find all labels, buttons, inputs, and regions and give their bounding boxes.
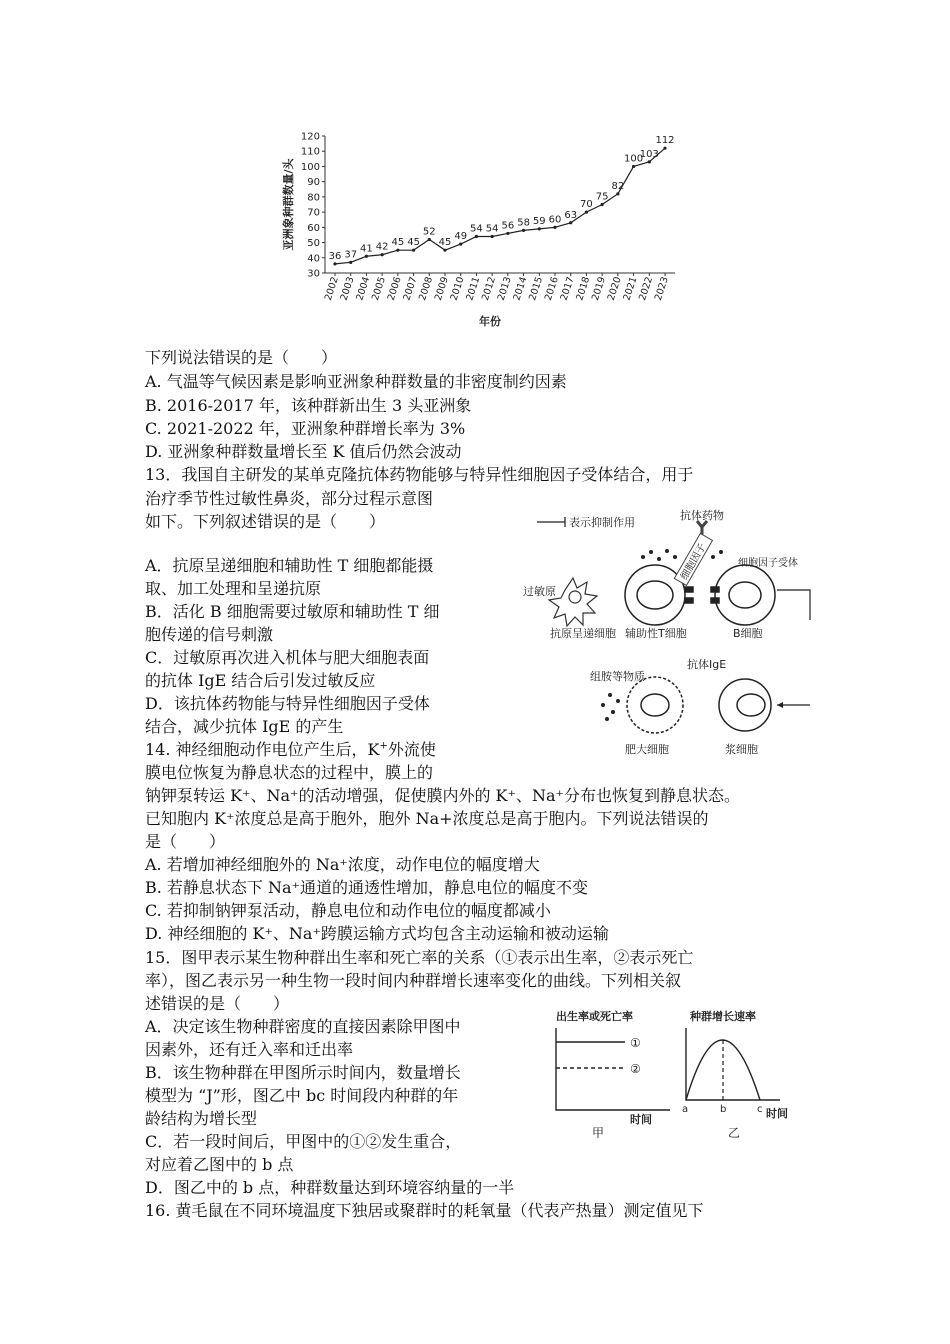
point-a: a (682, 1104, 689, 1115)
q12-option-a: A. 气温等气候因素是影响亚洲象种群数量的非密度制约因素 (145, 372, 567, 391)
histamine-label: 组胺等物质 (590, 670, 645, 683)
x-tick-label: 2007 (401, 275, 420, 302)
x-tick-label: 2008 (417, 275, 436, 302)
q14-line3: 钠钾泵转运 K⁺、Na⁺的活动增强，促使膜内外的 K⁺、Na⁺分布也恢复到静息状态。 (145, 786, 740, 805)
x-tick-label: 2013 (495, 275, 514, 302)
q15-option-c1: C．若一段时间后，甲图中的①②发生重合， (145, 1132, 462, 1151)
data-point (459, 242, 462, 245)
q13-option-a2: 取、加工处理和呈递抗原 (145, 579, 322, 598)
ige-label: 抗体IgE (687, 658, 727, 671)
x-tick-label: 2022 (637, 275, 656, 302)
data-point (349, 261, 352, 264)
data-point (648, 160, 651, 163)
immune-process-diagram (515, 505, 815, 755)
data-point (365, 255, 368, 258)
data-label: 45 (391, 237, 405, 249)
growth-rate-figure (680, 1000, 805, 1140)
th-label: 辅助性T细胞 (625, 627, 687, 640)
x-tick-label: 2017 (558, 275, 577, 302)
data-point (475, 235, 478, 238)
b-cell-label: B细胞 (733, 627, 763, 640)
data-label: 63 (564, 209, 578, 221)
q13-option-c2: 的抗体 IgE 结合后引发过敏反应 (145, 671, 376, 690)
x-tick-label: 2009 (432, 275, 451, 302)
q14-option-b: B. 若静息状态下 Na⁺通道的通透性增加，静息电位的幅度不变 (145, 878, 589, 897)
receptor-label: 细胞因子受体 (738, 558, 798, 569)
data-label: 45 (407, 237, 420, 249)
mast-cell-icon (627, 677, 683, 733)
x-tick-label: 2010 (448, 275, 467, 302)
y-tick-label: 110 (300, 146, 320, 158)
data-point (616, 192, 619, 195)
jia-curve2-label: ② (630, 1062, 641, 1076)
data-point (663, 147, 666, 150)
data-point (412, 249, 415, 252)
x-tick-label: 2003 (338, 275, 357, 302)
x-tick-label: 2012 (480, 275, 498, 302)
x-tick-label: 2005 (370, 275, 388, 302)
yi-xlabel: 时间 (766, 1107, 788, 1120)
data-label: 70 (580, 199, 593, 211)
allergen-label: 过敏原 (523, 585, 556, 598)
q13-option-d1: D．该抗体药物能与特异性细胞因子受体 (145, 694, 430, 713)
q13-line2: 治疗季节性过敏性鼻炎，部分过程示意图 (145, 489, 434, 508)
q13-option-d2: 结合，减少抗体 IgE 的产生 (145, 717, 344, 736)
x-tick-label: 2018 (574, 275, 593, 302)
y-tick-label: 70 (307, 207, 320, 219)
y-tick-label: 100 (300, 161, 320, 173)
cytokine-label: 细胞因子 (678, 541, 709, 582)
data-point (491, 235, 494, 238)
x-tick-label: 2002 (322, 275, 341, 302)
q15-option-a2: 因素外，还有迁入率和迁出率 (145, 1040, 354, 1059)
q12-option-c: C. 2021-2022 年，亚洲象种群增长率为 3% (145, 419, 466, 438)
q15-option-a1: A．决定该生物种群密度的直接因素除甲图中 (145, 1017, 461, 1036)
data-label: 82 (611, 180, 625, 192)
q16-line1: 16. 黄毛鼠在不同环境温度下独居或聚群时的耗氧量（代表产热量）测定值见下 (145, 1201, 704, 1220)
data-point (632, 165, 635, 168)
data-point (443, 249, 446, 252)
q13-option-b2: 胞传递的信号刺激 (145, 625, 274, 644)
data-point (538, 227, 541, 230)
y-tick-label: 50 (307, 238, 320, 250)
data-label: 100 (624, 153, 644, 165)
plasma-label: 浆细胞 (725, 743, 758, 755)
data-label: 54 (485, 223, 499, 235)
dots-icon (641, 549, 723, 561)
q12-option-d: D. 亚洲象种群数量增长至 K 值后仍然会波动 (145, 442, 462, 461)
birth-death-rate-figure (550, 1000, 675, 1140)
y-tick-label: 80 (307, 192, 320, 204)
y-tick-label: 30 (307, 268, 320, 280)
q14-line4: 已知胞内 K⁺浓度总是高于胞外，胞外 Na+浓度总是高于胞内。下列说法错误的 (145, 809, 709, 828)
jia-curve1-label: ① (630, 1036, 641, 1050)
q15-option-d: D．图乙中的 b 点，种群数量达到环境容纳量的一半 (145, 1178, 515, 1197)
allergen-icon (549, 578, 597, 626)
q13-option-b1: B．活化 B 细胞需要过敏原和辅助性 T 细 (145, 602, 440, 621)
data-label: 49 (454, 231, 468, 243)
x-axis-label: 年份 (479, 315, 501, 328)
y-tick-label: 90 (307, 177, 320, 189)
q12-stem: 下列说法错误的是（ ） (145, 348, 338, 367)
q14-line5: 是（ ） (145, 832, 226, 851)
mast-label: 肥大细胞 (625, 743, 669, 755)
y-tick-label: 120 (300, 131, 320, 143)
data-point (396, 249, 399, 252)
data-label: 37 (344, 249, 358, 261)
data-label: 59 (532, 215, 546, 227)
yi-ylabel: 种群增长速率 (690, 1010, 756, 1023)
data-point (569, 221, 572, 224)
b-cell-icon (711, 565, 775, 625)
data-point (601, 203, 604, 206)
x-tick-label: 2004 (354, 275, 373, 302)
x-tick-label: 2016 (542, 275, 561, 302)
q13-option-a1: A．抗原呈递细胞和辅助性 T 细胞都能摄 (145, 556, 434, 575)
q12-option-b: B. 2016-2017 年，该种群新出生 3 头亚洲象 (145, 396, 472, 415)
data-label: 45 (438, 237, 452, 249)
q15-option-b2: 模型为 “J”形，图乙中 bc 时间段内种群的年 (145, 1086, 459, 1105)
q13-option-c1: C．过敏原再次进入机体与肥大细胞表面 (145, 648, 430, 667)
y-axis-label: 亚洲象种群数量/头 (282, 158, 295, 251)
data-label: 75 (595, 191, 609, 203)
data-label: 42 (375, 241, 389, 253)
data-label: 54 (470, 223, 483, 235)
q14-option-d: D. 神经细胞的 K⁺、Na⁺跨膜运输方式均包含主动运输和被动运输 (145, 924, 609, 943)
point-b: b (720, 1104, 727, 1115)
data-label: 36 (328, 250, 342, 262)
jia-ylabel: 出生率或死亡率 (556, 1010, 633, 1023)
q14-option-a: A. 若增加神经细胞外的 Na⁺浓度，动作电位的幅度增大 (145, 855, 540, 874)
data-point (553, 226, 556, 229)
data-point (428, 238, 431, 241)
q15-line2: 率），图乙表示另一种生物一段时间内种群增长速率变化的曲线。下列相关叙 (145, 971, 682, 990)
q13-line3: 如下。下列叙述错误的是（ ） (145, 512, 386, 531)
x-tick-label: 2020 (605, 275, 624, 302)
plasma-cell-icon (719, 679, 771, 731)
y-tick-label: 40 (307, 253, 320, 265)
x-tick-label: 2023 (652, 275, 671, 302)
q15-option-b1: B．该生物种群在甲图所示时间内，数量增长 (145, 1063, 461, 1082)
jia-name: 甲 (592, 1126, 605, 1140)
jia-xlabel: 时间 (630, 1113, 652, 1126)
data-point (381, 253, 384, 256)
data-label: 58 (517, 217, 530, 229)
apc-label: 抗原呈递细胞 (550, 627, 616, 640)
x-tick-label: 2019 (590, 275, 608, 302)
point-c: c (757, 1104, 763, 1115)
elephant-population-chart (280, 128, 710, 333)
data-label: 41 (360, 243, 373, 255)
data-point (585, 211, 588, 214)
data-label: 60 (548, 214, 562, 226)
x-tick-label: 2006 (385, 275, 404, 302)
x-tick-label: 2011 (464, 275, 483, 302)
yi-name: 乙 (728, 1126, 741, 1140)
q15-line3: 述错误的是（ ） (145, 994, 290, 1013)
q15-option-c2: 对应着乙图中的 b 点 (145, 1155, 294, 1174)
x-tick-label: 2015 (527, 275, 546, 302)
data-label: 56 (501, 220, 515, 232)
y-tick-label: 60 (307, 222, 320, 234)
legend-label: 表示抑制作用 (569, 516, 635, 529)
q15-line1: 15．图甲表示某生物种群出生率和死亡率的关系（①表示出生率，②表示死亡 (145, 948, 694, 967)
data-point (333, 262, 336, 265)
q13-line1: 13．我国自主研发的某单克隆抗体药物能够与特异性细胞因子受体结合，用于 (145, 465, 694, 484)
data-label: 103 (639, 148, 659, 160)
x-tick-label: 2014 (511, 275, 530, 302)
data-point (506, 232, 509, 235)
q14-option-c: C. 若抑制钠钾泵活动，静息电位和动作电位的幅度都减小 (145, 901, 551, 920)
q14-line1: 14. 神经细胞动作电位产生后，K+外流使 (145, 740, 436, 759)
data-point (522, 229, 525, 232)
data-label: 112 (655, 135, 675, 147)
drug-label: 抗体药物 (680, 509, 724, 522)
q15-option-b3: 龄结构为增长型 (145, 1109, 258, 1128)
q14-line2: 膜电位恢复为静息状态的过程中，膜上的 (145, 763, 434, 782)
data-label: 52 (422, 226, 436, 238)
x-tick-label: 2021 (621, 275, 640, 302)
